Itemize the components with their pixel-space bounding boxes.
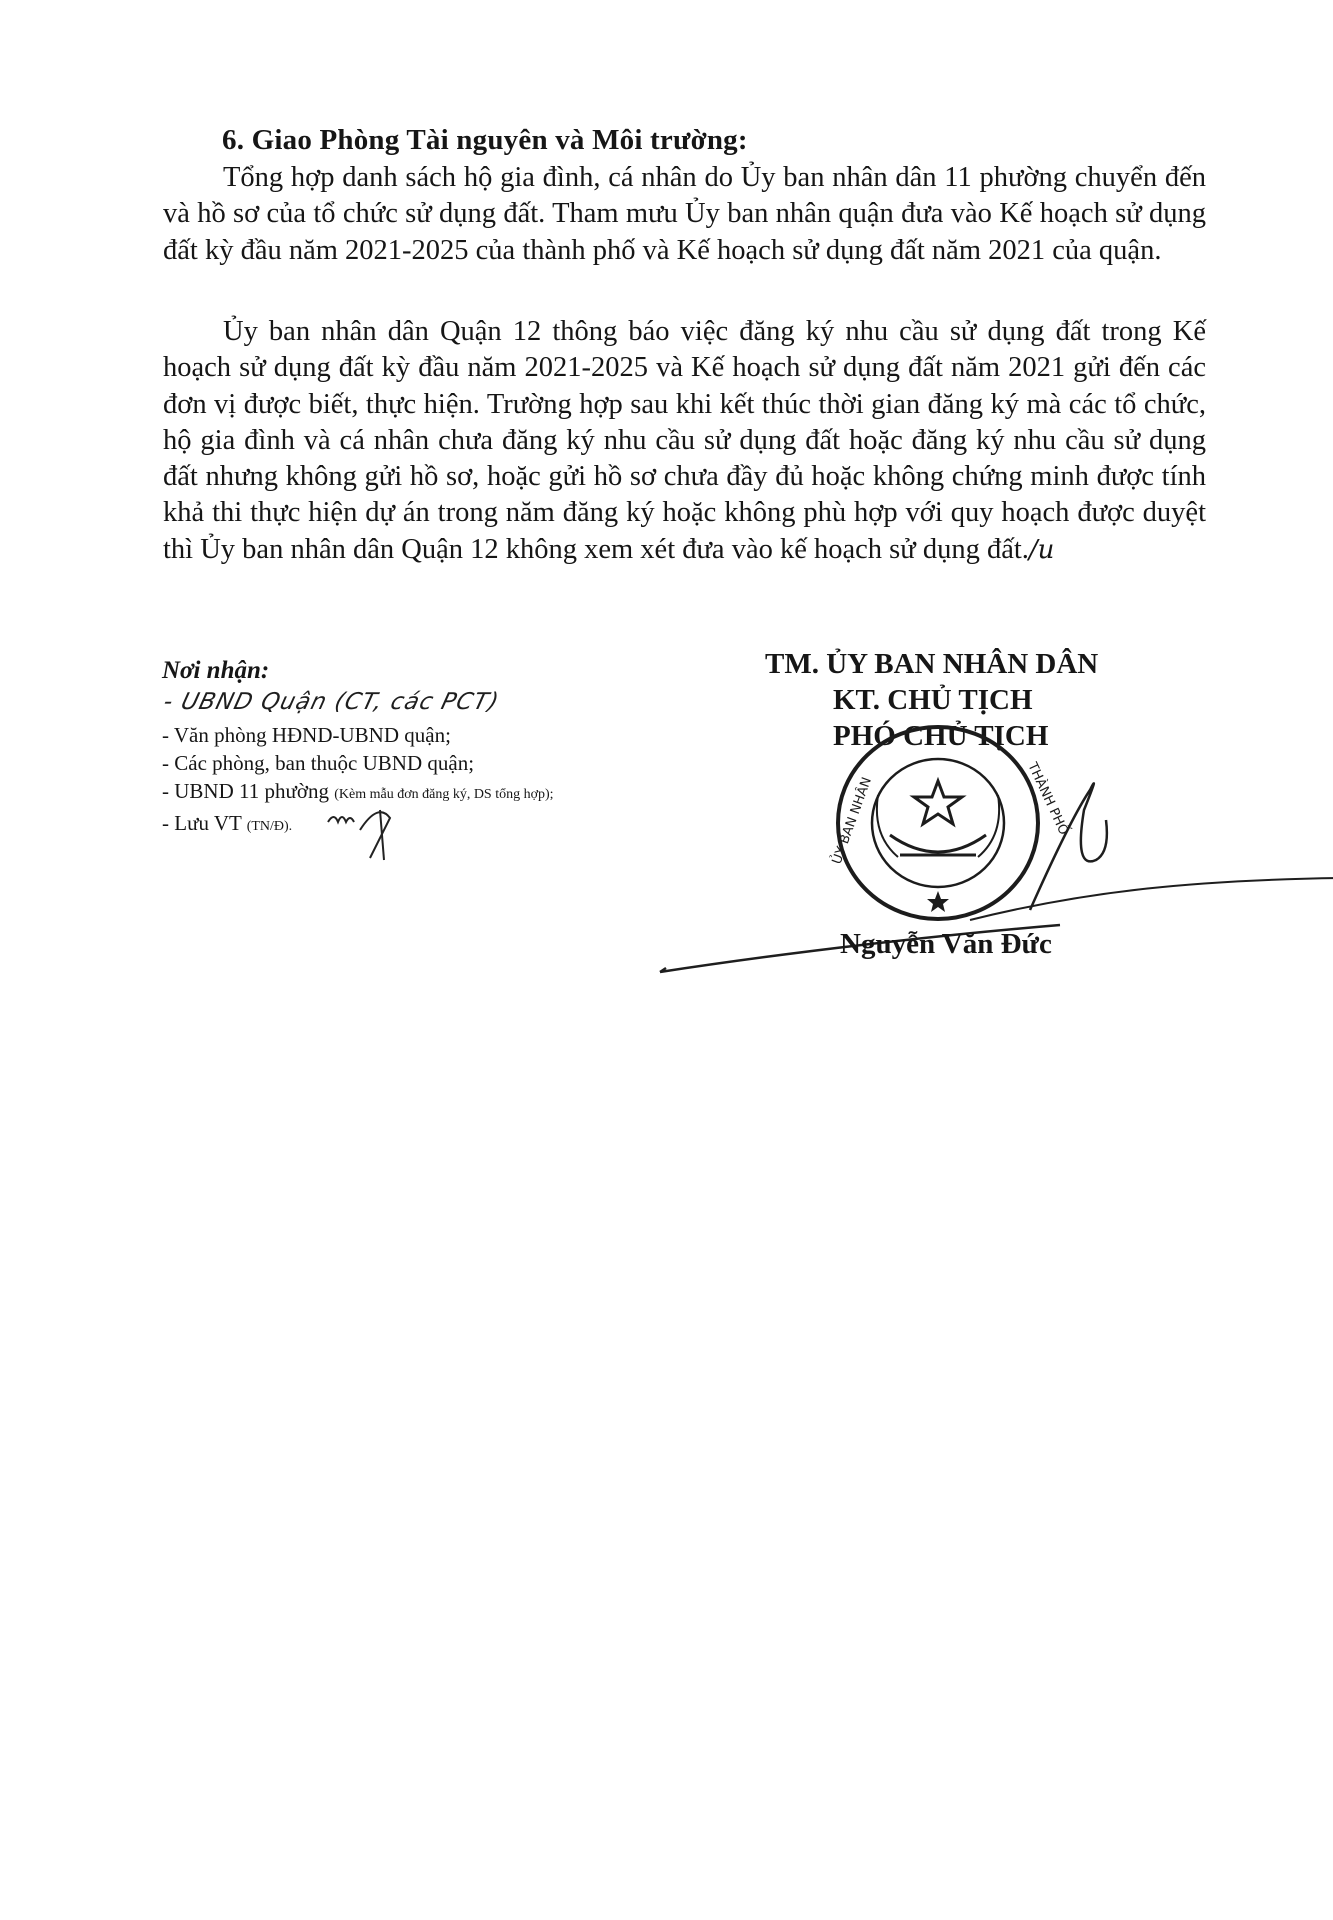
handwritten-signature [640,740,1333,1000]
initials-mark [320,800,430,870]
recipient-item-text: - Lưu VT [162,811,242,835]
recipient-item: - Các phòng, ban thuộc UBND quận; [162,751,475,775]
recipient-item [162,777,720,809]
section-heading: 6. Giao Phòng Tài nguyên và Môi trường: [222,124,748,156]
signature-line-2: KT. CHỦ TỊCH [833,684,1033,716]
recipient-item [162,809,720,841]
recipient-item-note: (TN/Đ). [246,819,293,834]
recipients-block [160,657,720,841]
paragraph-2-text: Ủy ban nhân dân Quận 12 thông báo việc đăng ký nhu cầu sử dụng đất trong Kế hoạch sử dụng đất kỳ đầu năm 2021-2025 và Kế hoạch sử dụng đất năm 2021 gửi đến các đơn vị được biết, thực hiện. Trường hợp sau khi kết thúc thời gian đăng ký mà các tổ chức, hộ gia đình và cá nhân chưa đăng ký nhu cầu sử dụng đất hoặc đăng ký nhu cầu sử dụng đất nhưng không gửi hồ sơ, hoặc gửi hồ sơ chưa đầy đủ hoặc không chứng minh được tính khả thi thực hiện dự án trong năm đăng ký hoặc không phù hợp với quy hoạch được duyệt thì Ủy ban nhân dân Quận 12 không xem xét đưa vào kế hoạch sử dụng đất. [163,316,1206,565]
recipients-handwritten-line: - UBND Quận (CT, các PCT) [160,689,502,715]
signature-line-3: PHÓ CHỦ TỊCH [833,720,1049,752]
recipient-item-text: - UBND 11 phường [162,779,329,803]
svg-text:ỦY BAN NHÂN: ỦY BAN NHÂN [829,775,876,867]
paragraph-2-handmark: /u [1028,534,1055,565]
signer-name: Nguyễn Văn Đức [840,928,1052,960]
recipients-title: Nơi nhận: [162,657,270,684]
svg-text:THÀNH PHỐ: THÀNH PHỐ [1024,760,1071,838]
signature-line-1: TM. ỦY BAN NHÂN DÂN [765,648,1099,680]
paragraph-2 [163,314,1206,568]
recipient-item-note: (Kèm mẫu đơn đăng ký, DS tổng hợp); [334,787,554,802]
recipient-item: - Văn phòng HĐND-UBND quận; [162,723,451,747]
paragraph-1: Tổng hợp danh sách hộ gia đình, cá nhân do Ủy ban nhân dân 11 phường chuyển đến và hồ sơ của tổ chức sử dụng đất. Tham mưu Ủy ban nhân quận đưa vào Kế hoạch sử dụng đất kỳ đầu năm 2021-2025 của thành phố và Kế hoạch sử dụng đất năm 2021 của quận. [163,162,1206,266]
